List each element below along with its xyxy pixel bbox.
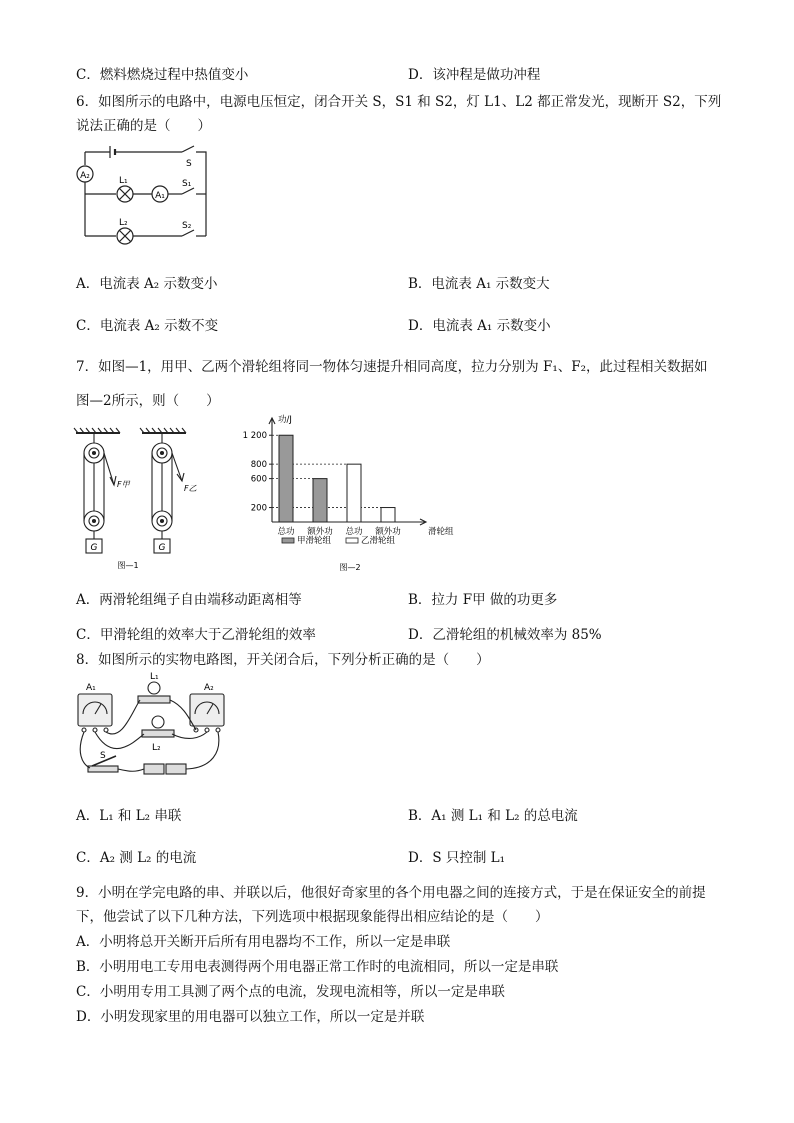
chart-xtick-label: 总功	[277, 527, 295, 537]
q7-label-f-jia: F甲	[117, 480, 130, 489]
q7-option-c: C．甲滑轮组的效率大于乙滑轮组的效率	[76, 627, 316, 643]
q9-stem-line2: 下，他尝试了以下几种方法，下列选项中根据现象能得出相应结论的是（ ）	[76, 909, 549, 925]
q7-option-a: A．两滑轮组绳子自由端移动距离相等	[76, 592, 302, 608]
q9-option-a: A．小明将总开关断开后所有用电器均不工作，所以一定是串联	[76, 934, 451, 950]
q8-stem: 8．如图所示的实物电路图，开关闭合后，下列分析正确的是（ ）	[76, 652, 490, 668]
q6-label-l1: L₁	[119, 176, 128, 186]
q6-label-l2: L₂	[119, 218, 128, 228]
q6-option-b: B．电流表 A₁ 示数变大	[408, 276, 550, 292]
chart-ytick-label: 1 200	[242, 431, 267, 442]
q7-weight-yi: G	[158, 543, 166, 553]
chart-ytick-label: 200	[250, 503, 267, 514]
q8-label-l1: L₁	[150, 672, 159, 682]
q8-physical-circuit	[72, 672, 232, 784]
q9-option-d: D．小明发现家里的用电器可以独立工作，所以一定是并联	[76, 1009, 425, 1025]
q6-stem-line1: 6．如图所示的电路中，电源电压恒定，闭合开关 S，S1 和 S2，灯 L1、L2 都正常发光，现断开 S2，下列	[76, 94, 722, 110]
q9-option-c: C．小明用专用工具测了两个点的电流，发现电流相等，所以一定是串联	[76, 984, 505, 1000]
q6-label-a2: A₂	[80, 171, 90, 181]
q8-label-a1: A₁	[86, 683, 96, 693]
chart-bar-乙滑轮组-1	[381, 508, 395, 522]
q7-pulley-figure	[70, 425, 220, 575]
chart-legend-swatch	[346, 538, 358, 543]
chart-xtick-label: 额外功	[307, 527, 333, 537]
chart-legend-label: 甲滑轮组	[297, 536, 332, 546]
q6-label-a1: A₁	[155, 191, 165, 201]
prev-option-c: C．燃料燃烧过程中热值变小	[76, 67, 249, 83]
q7-label-f-yi: F乙	[184, 484, 197, 493]
q8-option-a: A．L₁ 和 L₂ 串联	[76, 808, 182, 824]
q9-stem-line1: 9．小明在学完电路的串、并联以后，他很好奇家里的各个用电器之间的连接方式，于是在保证安全的前提	[76, 885, 706, 901]
q6-option-d: D．电流表 A₁ 示数变小	[408, 318, 551, 334]
chart-ylabel: 功/J	[278, 415, 292, 425]
q8-label-l2: L₂	[152, 743, 161, 753]
q7-option-b: B．拉力 F甲 做的功更多	[408, 592, 558, 608]
chart-xtick-label: 额外功	[375, 527, 401, 537]
q6-label-s: S	[186, 159, 192, 169]
chart-bar-甲滑轮组-1	[313, 479, 327, 522]
q8-label-a2: A₂	[204, 683, 214, 693]
q7-fig2-caption: 图—2	[339, 563, 361, 572]
q6-label-s1: S₁	[182, 179, 192, 189]
q7-weight-jia: G	[90, 543, 98, 553]
chart-ytick-label: 600	[250, 474, 267, 485]
chart-bar-乙滑轮组-0	[347, 464, 361, 522]
q8-option-c: C．A₂ 测 L₂ 的电流	[76, 850, 197, 866]
chart-bar-甲滑轮组-0	[279, 435, 293, 522]
chart-ytick-label: 800	[250, 460, 267, 471]
q9-option-b: B．小明用电工专用电表测得两个用电器正常工作时的电流相同，所以一定是串联	[76, 959, 559, 975]
q6-label-s2: S₂	[182, 221, 192, 231]
chart-xlabel: 滑轮组	[428, 527, 454, 537]
q8-option-d: D．S 只控制 L₁	[408, 850, 506, 866]
q7-fig1-caption: 图—1	[117, 561, 139, 570]
chart-legend-swatch	[282, 538, 294, 543]
q6-option-a: A．电流表 A₂ 示数变小	[76, 276, 218, 292]
q6-option-c: C．电流表 A₂ 示数不变	[76, 318, 219, 334]
q7-stem-line2: 图—2所示，则（ ）	[76, 393, 220, 409]
prev-option-d: D．该冲程是做功冲程	[408, 67, 541, 83]
chart-xtick-label: 总功	[345, 527, 363, 537]
q8-label-s: S	[100, 751, 106, 761]
q6-circuit-diagram	[70, 140, 220, 248]
q6-stem-line2: 说法正确的是（ ）	[76, 118, 211, 134]
q7-option-d: D．乙滑轮组的机械效率为 85%	[408, 627, 602, 643]
chart-legend-label: 乙滑轮组	[361, 536, 396, 546]
q7-stem-line1: 7．如图—1，用甲、乙两个滑轮组将同一物体匀速提升相同高度，拉力分别为 F₁、F₂，此过程相关数据如	[76, 359, 708, 375]
q7-work-bar-chart	[232, 412, 462, 574]
q8-option-b: B．A₁ 测 L₁ 和 L₂ 的总电流	[408, 808, 578, 824]
